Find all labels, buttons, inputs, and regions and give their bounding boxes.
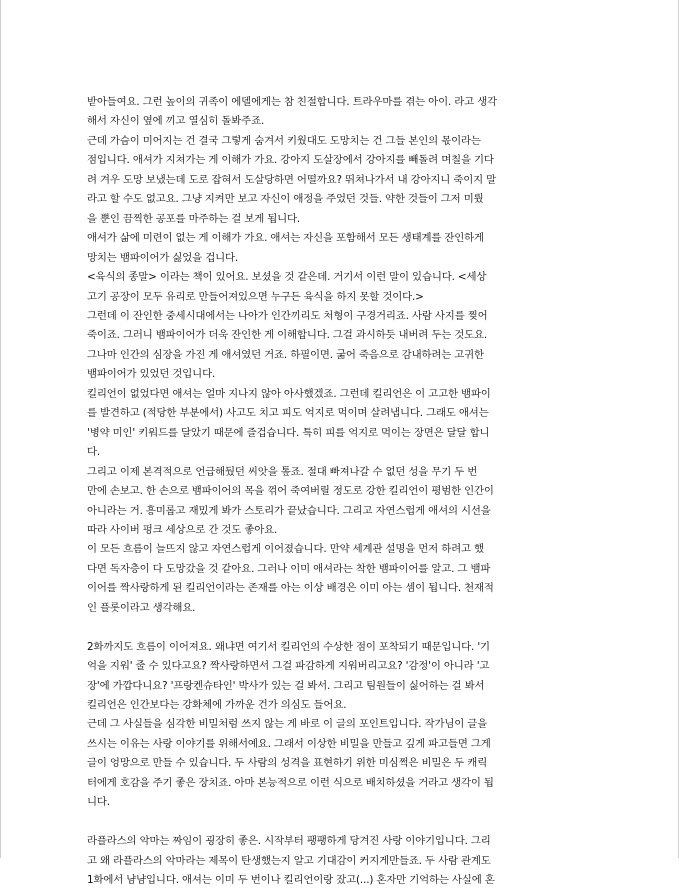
- text-line: 를 발견하고 (적당한 부분에서) 사고도 치고 피도 억지로 먹이며 살려냅니다. 그래도 애셔는: [87, 407, 489, 420]
- text-line: 다면 독자층이 다 도망갔을 것 같아요. 그러나 이미 애셔라는 착한 뱀파이어를 알고. 그 뱀파: [87, 562, 491, 575]
- text-line: [87, 813, 595, 832]
- text-line: 다.: [87, 446, 101, 459]
- text-line: [87, 618, 595, 637]
- text-line: 니다.: [87, 796, 110, 809]
- text-line: 이어를 짝사랑하게 된 킬리언이라는 존재를 아는 이상 배경은 이미 아는 셈이 됩니다. 천재적: [87, 582, 494, 595]
- text-line: 점입니다. 애셔가 지쳐가는 게 이해가 가요. 강아지 도살장에서 강아지를 빼돌려 며칠을 기다: [87, 154, 494, 167]
- text-line: 터에게 호감을 주기 좋은 장치죠. 아마 본능적으로 이런 식으로 배치하셨을 거라고 생각이 됩: [87, 776, 494, 789]
- text-line: 킬리언이 없었다면 애셔는 얼마 지나지 않아 아사했겠죠. 그런데 킬리언은 이 고고한 뱀파이: [87, 387, 491, 400]
- text-line: 만에 손보고. 한 손으로 뱀파이어의 목을 꺾어 죽여버릴 정도로 강한 킬리언이 평범한 인간이: [87, 485, 494, 498]
- text-line: 라플라스의 악마는 짜임이 굉장히 좋은. 시작부터 팽팽하게 당겨진 사랑 이야기입니다. 그리: [87, 835, 491, 848]
- text-line: 려 겨우 도망 보냈는데 도로 잡혀서 도살당하면 어떨까요? 뛰쳐나가서 내 강아지니 죽이지 말: [87, 173, 497, 186]
- text-line: 해서 자신이 옆에 끼고 열심히 돌봐주죠.: [87, 115, 265, 128]
- text-line: 라고 할 수도 없고요. 그냥 지켜만 보고 자신이 애정을 주었던 것들. 약한 것들이 그저 미뤘: [87, 193, 484, 206]
- text-line: 장'에 가깝다니요? '프랑켄슈타인' 박사가 있는 걸 봐서. 그리고 팀원들이 싫어하는 걸 봐서: [87, 679, 485, 692]
- text-line: 뱀파이어가 있었던 것입니다.: [87, 368, 216, 381]
- text-line: 고기 공장이 모두 유리로 만들어져있으면 누구든 육식을 하지 못할 것이다.>: [87, 290, 424, 303]
- text-line: <육식의 종말> 이라는 책이 있어요. 보셨을 것 같은데. 거기서 이런 말이 있습니다. <세상: [87, 271, 487, 284]
- text-line: 억을 지워' 줄 수 있다고요? 짝사랑하면서 그걸 파감하게 지워버리고요? '감정'이 아니라 '고: [87, 660, 490, 673]
- text-line: 애셔가 삶에 미련이 없는 게 이해가 가요. 애셔는 자신을 포함해서 모든 생태계를 잔인하게: [87, 232, 484, 245]
- text-line: 아니라는 거. 흥미롭고 재밌게 봐가 스토리가 끝났습니다. 그리고 자연스럽게 애셔의 시선을: [87, 504, 491, 517]
- text-line: 킬리언은 인간보다는 강화체에 가까운 건가 의심도 들어요.: [87, 699, 347, 712]
- text-line: 인 플롯이라고 생각해요.: [87, 601, 196, 614]
- document-body: [87, 93, 595, 891]
- text-line: 2화까지도 흐름이 이어져요. 왜냐면 여기서 킬리언의 수상한 점이 포착되기 때문입니다. '기: [87, 640, 490, 653]
- text-line: 쓰시는 이유는 사랑 이야기를 위해서예요. 그래서 이상한 비밀을 만들고 깊게 파고들면 그게: [87, 737, 491, 750]
- text-line: 죽이죠. 그러니 뱀파이어가 더욱 잔인한 게 이해합니다. 그걸 과시하듯 내버려 두는 것도요.: [87, 329, 488, 342]
- text-line: 따라 사이버 펑크 세상으로 간 것도 좋아요.: [87, 523, 278, 536]
- text-line: 글이 엉망으로 만들 수 있습니다. 두 사람의 성격을 표현하기 위한 미심쩍은 비밀은 두 캐릭: [87, 757, 488, 770]
- text-line: 근데 그 사실들을 심각한 비밀처럼 쓰지 않는 게 바로 이 글의 포인트입니다. 작가님이 글을: [87, 718, 488, 731]
- text-line: 을 뿐인 끔찍한 공포를 마주하는 걸 보게 됩니다.: [87, 212, 301, 225]
- text-line: 1화에서 냠냠입니다. 애셔는 이미 두 번이나 킬리언이랑 잤고(...) 혼자만 기억하는 사실에 혼: [87, 874, 495, 887]
- text-line: 그나마 인간의 심장을 가진 게 애셔였던 거죠. 하필이면. 굶어 죽음으로 감내하려는 고귀한: [87, 348, 484, 361]
- text-line: 이 모든 흐름이 늘뜨지 않고 자연스럽게 이어졌습니다. 만약 세계관 설명을 먼저 하려고 했: [87, 543, 484, 556]
- text-line: '병약 미인' 키워드를 달았기 때문에 즐겁습니다. 특히 피를 억지로 먹이는 장면은 달달 합니: [87, 426, 490, 439]
- text-line: 근데 가슴이 미어지는 건 결국 그렇게 숨겨서 키웠대도 도망치는 건 그들 본인의 몫이라는: [87, 134, 481, 147]
- text-line: 고 왜 라플라스의 악마라는 제목이 탄생했는지 알고 기대감이 커지게만들죠. 두 사람 관계도: [87, 854, 491, 867]
- text-line: 망치는 뱀파이어가 싫었을 겁니다.: [87, 251, 239, 264]
- text-line: 받아들여요. 그런 높이의 귀족이 에델에게는 참 친절합니다. 트라우마를 겪는 아이. 라고 생각: [87, 96, 497, 108]
- text-line: 그리고 이제 본격적으로 언급해뒀던 씨앗을 톺죠. 절대 빠져나갈 수 없던 성을 무기 두 번: [87, 465, 478, 478]
- text-line: 그런데 이 잔인한 중세시대에서는 나아가 인간끼리도 처형이 구경거리죠. 사람 사지를 찢어: [87, 309, 488, 322]
